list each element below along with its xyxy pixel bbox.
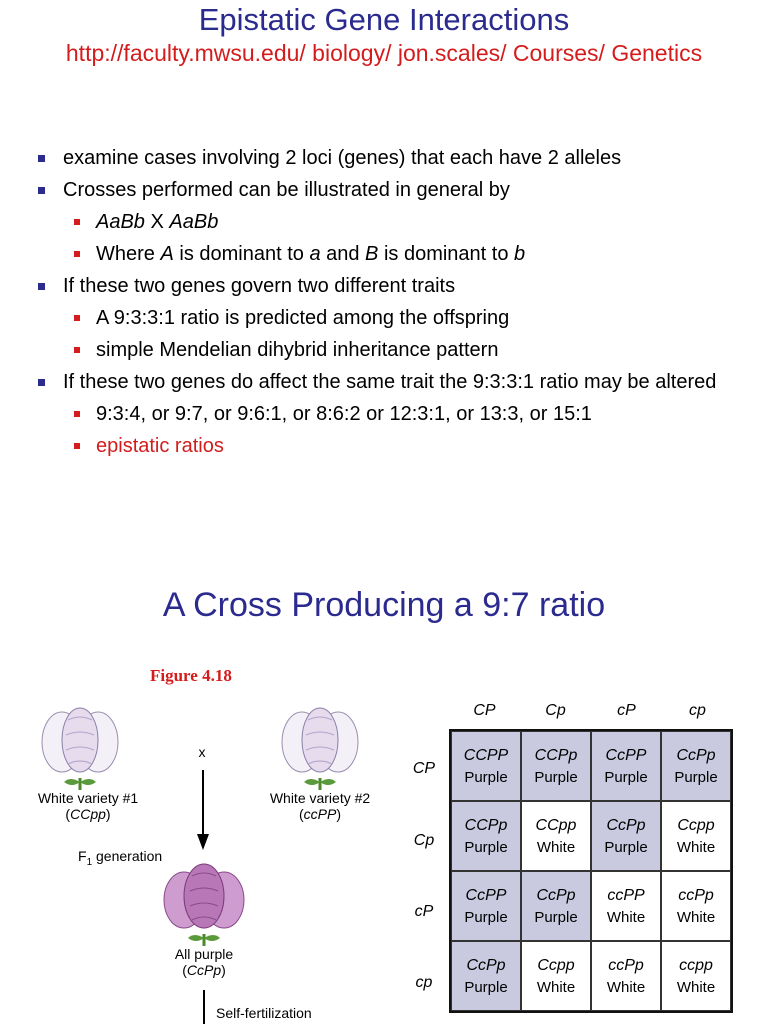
genotype: ccPp <box>608 956 644 974</box>
bullet-list <box>38 146 738 466</box>
purple-flower-icon <box>162 856 246 946</box>
parent2-genotype: (ccPP) <box>298 806 342 822</box>
sub-bullet-item: AaBb X AaBb <box>38 210 738 234</box>
punnett-cell <box>661 871 731 941</box>
phenotype: Purple <box>464 978 508 996</box>
self-fertilization-line <box>203 990 205 1024</box>
cross-symbol: x <box>198 744 206 760</box>
genotype: CcPp <box>606 816 646 834</box>
self-fertilization-label: Self-fertilization <box>216 1005 312 1021</box>
slide-title-2: A Cross Producing a 9:7 ratio <box>162 586 606 624</box>
punnett-cell <box>661 731 731 801</box>
f1-result-label: All purple <box>174 946 234 962</box>
sub-bullet-item: simple Mendelian dihybrid inheritance pattern <box>38 338 738 362</box>
parent1-genotype: (CCpp) <box>65 806 111 822</box>
phenotype: Purple <box>604 768 648 786</box>
bullet-item: Crosses performed can be illustrated in general by <box>38 178 738 202</box>
punnett-cell <box>521 731 591 801</box>
bullet-item: If these two genes do affect the same trait the 9:3:3:1 ratio may be altered <box>38 370 738 394</box>
genotype: CCPP <box>463 746 509 764</box>
genotype: CCPp <box>464 816 508 834</box>
punnett-cell <box>451 871 521 941</box>
sub-bullet-item: Where A is dominant to a and B is dominant to b <box>38 242 738 266</box>
phenotype: White <box>536 978 576 996</box>
phenotype: White <box>606 978 646 996</box>
figure-label: Figure 4.18 <box>150 666 232 685</box>
punnett-cell <box>521 801 591 871</box>
phenotype: Purple <box>674 768 718 786</box>
punnett-cell <box>451 801 521 871</box>
phenotype: Purple <box>534 908 578 926</box>
genotype: ccpp <box>679 956 713 974</box>
punnett-col-header: Cp <box>545 702 566 719</box>
phenotype: White <box>606 908 646 926</box>
genotype: CcPp <box>536 886 576 904</box>
genotype: CCpp <box>535 816 577 834</box>
phenotype: Purple <box>464 838 508 856</box>
sub-bullet-item: 9:3:4, or 9:7, or 9:6:1, or 8:6:2 or 12:3:1, or 13:3, or 15:1 <box>38 402 738 426</box>
sub-bullet-item: A 9:3:3:1 ratio is predicted among the offspring <box>38 306 738 330</box>
phenotype: Purple <box>464 908 508 926</box>
punnett-cell <box>451 941 521 1011</box>
genotype: ccPp <box>678 886 714 904</box>
slide-title: Epistatic Gene Interactions <box>198 2 570 37</box>
punnett-cell <box>451 731 521 801</box>
source-url: http://faculty.mwsu.edu/ biology/ jon.scales/ Courses/ Genetics <box>65 40 703 66</box>
genotype: CcPp <box>466 956 506 974</box>
phenotype: White <box>676 978 716 996</box>
punnett-cell <box>591 871 661 941</box>
phenotype: Purple <box>604 838 648 856</box>
punnett-cell <box>591 801 661 871</box>
punnett-cell <box>591 941 661 1011</box>
genotype: CCPp <box>534 746 578 764</box>
f1-generation-label: $F_1$ generation <box>78 848 163 868</box>
genotype: ccPP <box>607 886 645 904</box>
down-arrow-icon <box>196 770 210 850</box>
bullet-item: examine cases involving 2 loci (genes) that each have 2 alleles <box>38 146 738 170</box>
punnett-square <box>449 729 733 1013</box>
phenotype: White <box>676 838 716 856</box>
bullet-item: If these two genes govern two different traits <box>38 274 738 298</box>
white-flower-icon <box>40 700 120 790</box>
genotype: CcPp <box>676 746 716 764</box>
punnett-row-header: cp <box>415 974 433 991</box>
white-flower-icon <box>280 700 360 790</box>
parent1-label: White variety #1 <box>37 790 139 806</box>
parent2-label: White variety #2 <box>269 790 371 806</box>
punnett-cell <box>661 801 731 871</box>
punnett-row-header: CP <box>412 760 436 777</box>
phenotype: Purple <box>534 768 578 786</box>
punnett-cell <box>591 731 661 801</box>
f1-result-genotype: (CcPp) <box>182 962 226 978</box>
genotype: CcPP <box>605 746 647 764</box>
punnett-cell <box>661 941 731 1011</box>
punnett-row-header: Cp <box>413 832 435 849</box>
phenotype: White <box>536 838 576 856</box>
punnett-cell <box>521 871 591 941</box>
genotype: Ccpp <box>537 956 575 974</box>
phenotype: Purple <box>464 768 508 786</box>
genotype: Ccpp <box>677 816 715 834</box>
sub-bullet-item: epistatic ratios <box>38 434 738 458</box>
punnett-col-header: cP <box>617 702 636 719</box>
genotype: CcPP <box>465 886 507 904</box>
punnett-col-header: CP <box>473 702 496 719</box>
punnett-col-header: cp <box>689 702 706 719</box>
punnett-cell <box>521 941 591 1011</box>
phenotype: White <box>676 908 716 926</box>
punnett-row-header: cP <box>414 903 434 920</box>
